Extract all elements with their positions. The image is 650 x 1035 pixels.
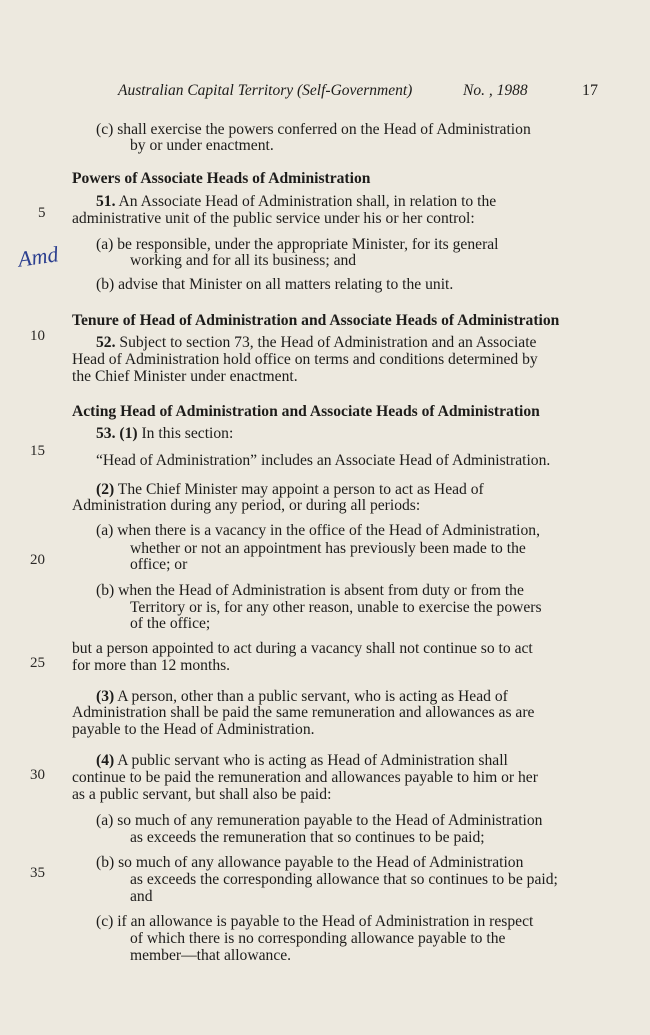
subsection-text: A person, other than a public servant, who is acting as Head of [114,688,508,705]
paragraph-53-4-b-line-3: and [130,888,153,905]
paragraph-53-4-c-line-1: (c) if an allowance is payable to the Head of Administration in respect [96,913,534,930]
subsection-text: The Chief Minister may appoint a person to act as Head of [114,481,484,498]
paragraph-text-insert: , for its general [404,236,499,253]
subsection-53-3-line-3: payable to the Head of Administration. [72,721,315,738]
paragraph-53-4-c-line-3: member—that allowance. [130,947,292,964]
paragraph-53-4-b-line-2: as exceeds the corresponding allowance that so continues to be paid; [130,871,558,888]
section-number: 53. (1) [96,425,138,442]
paragraph-53-4-c-line-2: of which there is no corresponding allowance payable to the [130,930,506,947]
paragraph-53-2-b-line-2: Territory or is, for any other reason, unable to exercise the powers [130,599,542,616]
act-title: Australian Capital Territory (Self-Government) [118,82,413,99]
subsection-text: A public servant who is acting as Head of Administration shall [114,752,508,769]
section-52-line-3: the Chief Minister under enactment. [72,368,298,385]
paragraph-53-2-a-line-2: whether or not an appointment has previously been made to the [130,540,526,557]
paragraph-53-2-a-line-1: (a) when there is a vacancy in the office of the Head of Administration, [96,522,540,539]
paragraph-text: (a) be responsible, under the appropriate Minister [96,236,405,253]
paragraph-53-2-a-line-3: office; or [130,556,188,573]
line-number: 35 [30,865,45,881]
subsection-53-3-line-2: Administration shall be paid the same remuneration and allowances as are [72,704,535,721]
definition-head-of-administration: “Head of Administration” includes an Associate Head of Administration. [96,452,551,469]
section-52-line-2: Head of Administration hold office on terms and conditions determined by [72,351,538,368]
paragraph-53-2-b-line-1: (b) when the Head of Administration is absent from duty or from the [96,582,524,599]
section-heading-52: Tenure of Head of Administration and Associate Heads of Administration [72,312,560,329]
line-number: 25 [30,655,45,671]
line-number: 30 [30,767,45,783]
subsection-53-1 [96,425,233,443]
paragraph-a-line-2: working and for all its business; and [130,252,357,269]
line-number: 5 [38,205,46,221]
line-number: 15 [30,443,45,459]
section-text: An Associate Head of Administration shall, in relation to the [115,193,497,210]
section-text: In this section: [137,425,234,442]
subsection-number: (3) [96,688,115,705]
section-51-line-2: administrative unit of the public service under his or her control: [72,210,475,227]
paragraph-53-4-a-line-1: (a) so much of any remuneration payable to the Head of Administration [96,812,543,829]
page-number: 17 [582,82,598,99]
section-52-line-1 [96,334,536,352]
subsection-53-4-line-1 [96,752,508,770]
subsection-53-2-tail-line-2: for more than 12 months. [72,657,231,674]
section-number: 51. [96,193,116,210]
handwritten-margin-note: Amd [16,241,60,272]
section-heading-51: Powers of Associate Heads of Administration [72,170,371,187]
section-51-line-1 [96,193,496,211]
section-text: Subject to section 73, the Head of Administration and an Associate [115,334,537,351]
subsection-53-2-tail-line-1: but a person appointed to act during a vacancy shall not continue so to act [72,640,533,657]
subsection-53-2-line-2: Administration during any period, or during all periods: [72,497,421,514]
subsection-53-4-line-3: as a public servant, but shall also be paid: [72,786,332,803]
paragraph-53-4-a-line-2: as exceeds the remuneration that so continues to be paid; [130,829,485,846]
section-number: 52. [96,334,116,351]
paragraph-53-4-b-line-1: (b) so much of any allowance payable to the Head of Administration [96,854,524,871]
section-heading-53: Acting Head of Administration and Associate Heads of Administration [72,403,540,420]
subsection-number: (2) [96,481,115,498]
act-number: No. , 1988 [463,82,528,99]
subsection-53-4-line-2: continue to be paid the remuneration and allowances payable to him or her [72,769,538,786]
line-number: 20 [30,552,45,568]
paragraph-b: (b) advise that Minister on all matters relating to the unit. [96,276,454,293]
paragraph-53-2-b-line-3: of the office; [130,615,211,632]
running-head [118,82,598,100]
paragraph-c-line-2: by or under enactment. [130,137,274,154]
paragraph-c-line-1: (c) shall exercise the powers conferred on the Head of Administration [96,121,531,138]
subsection-number: (4) [96,752,115,769]
line-number: 10 [30,328,45,344]
